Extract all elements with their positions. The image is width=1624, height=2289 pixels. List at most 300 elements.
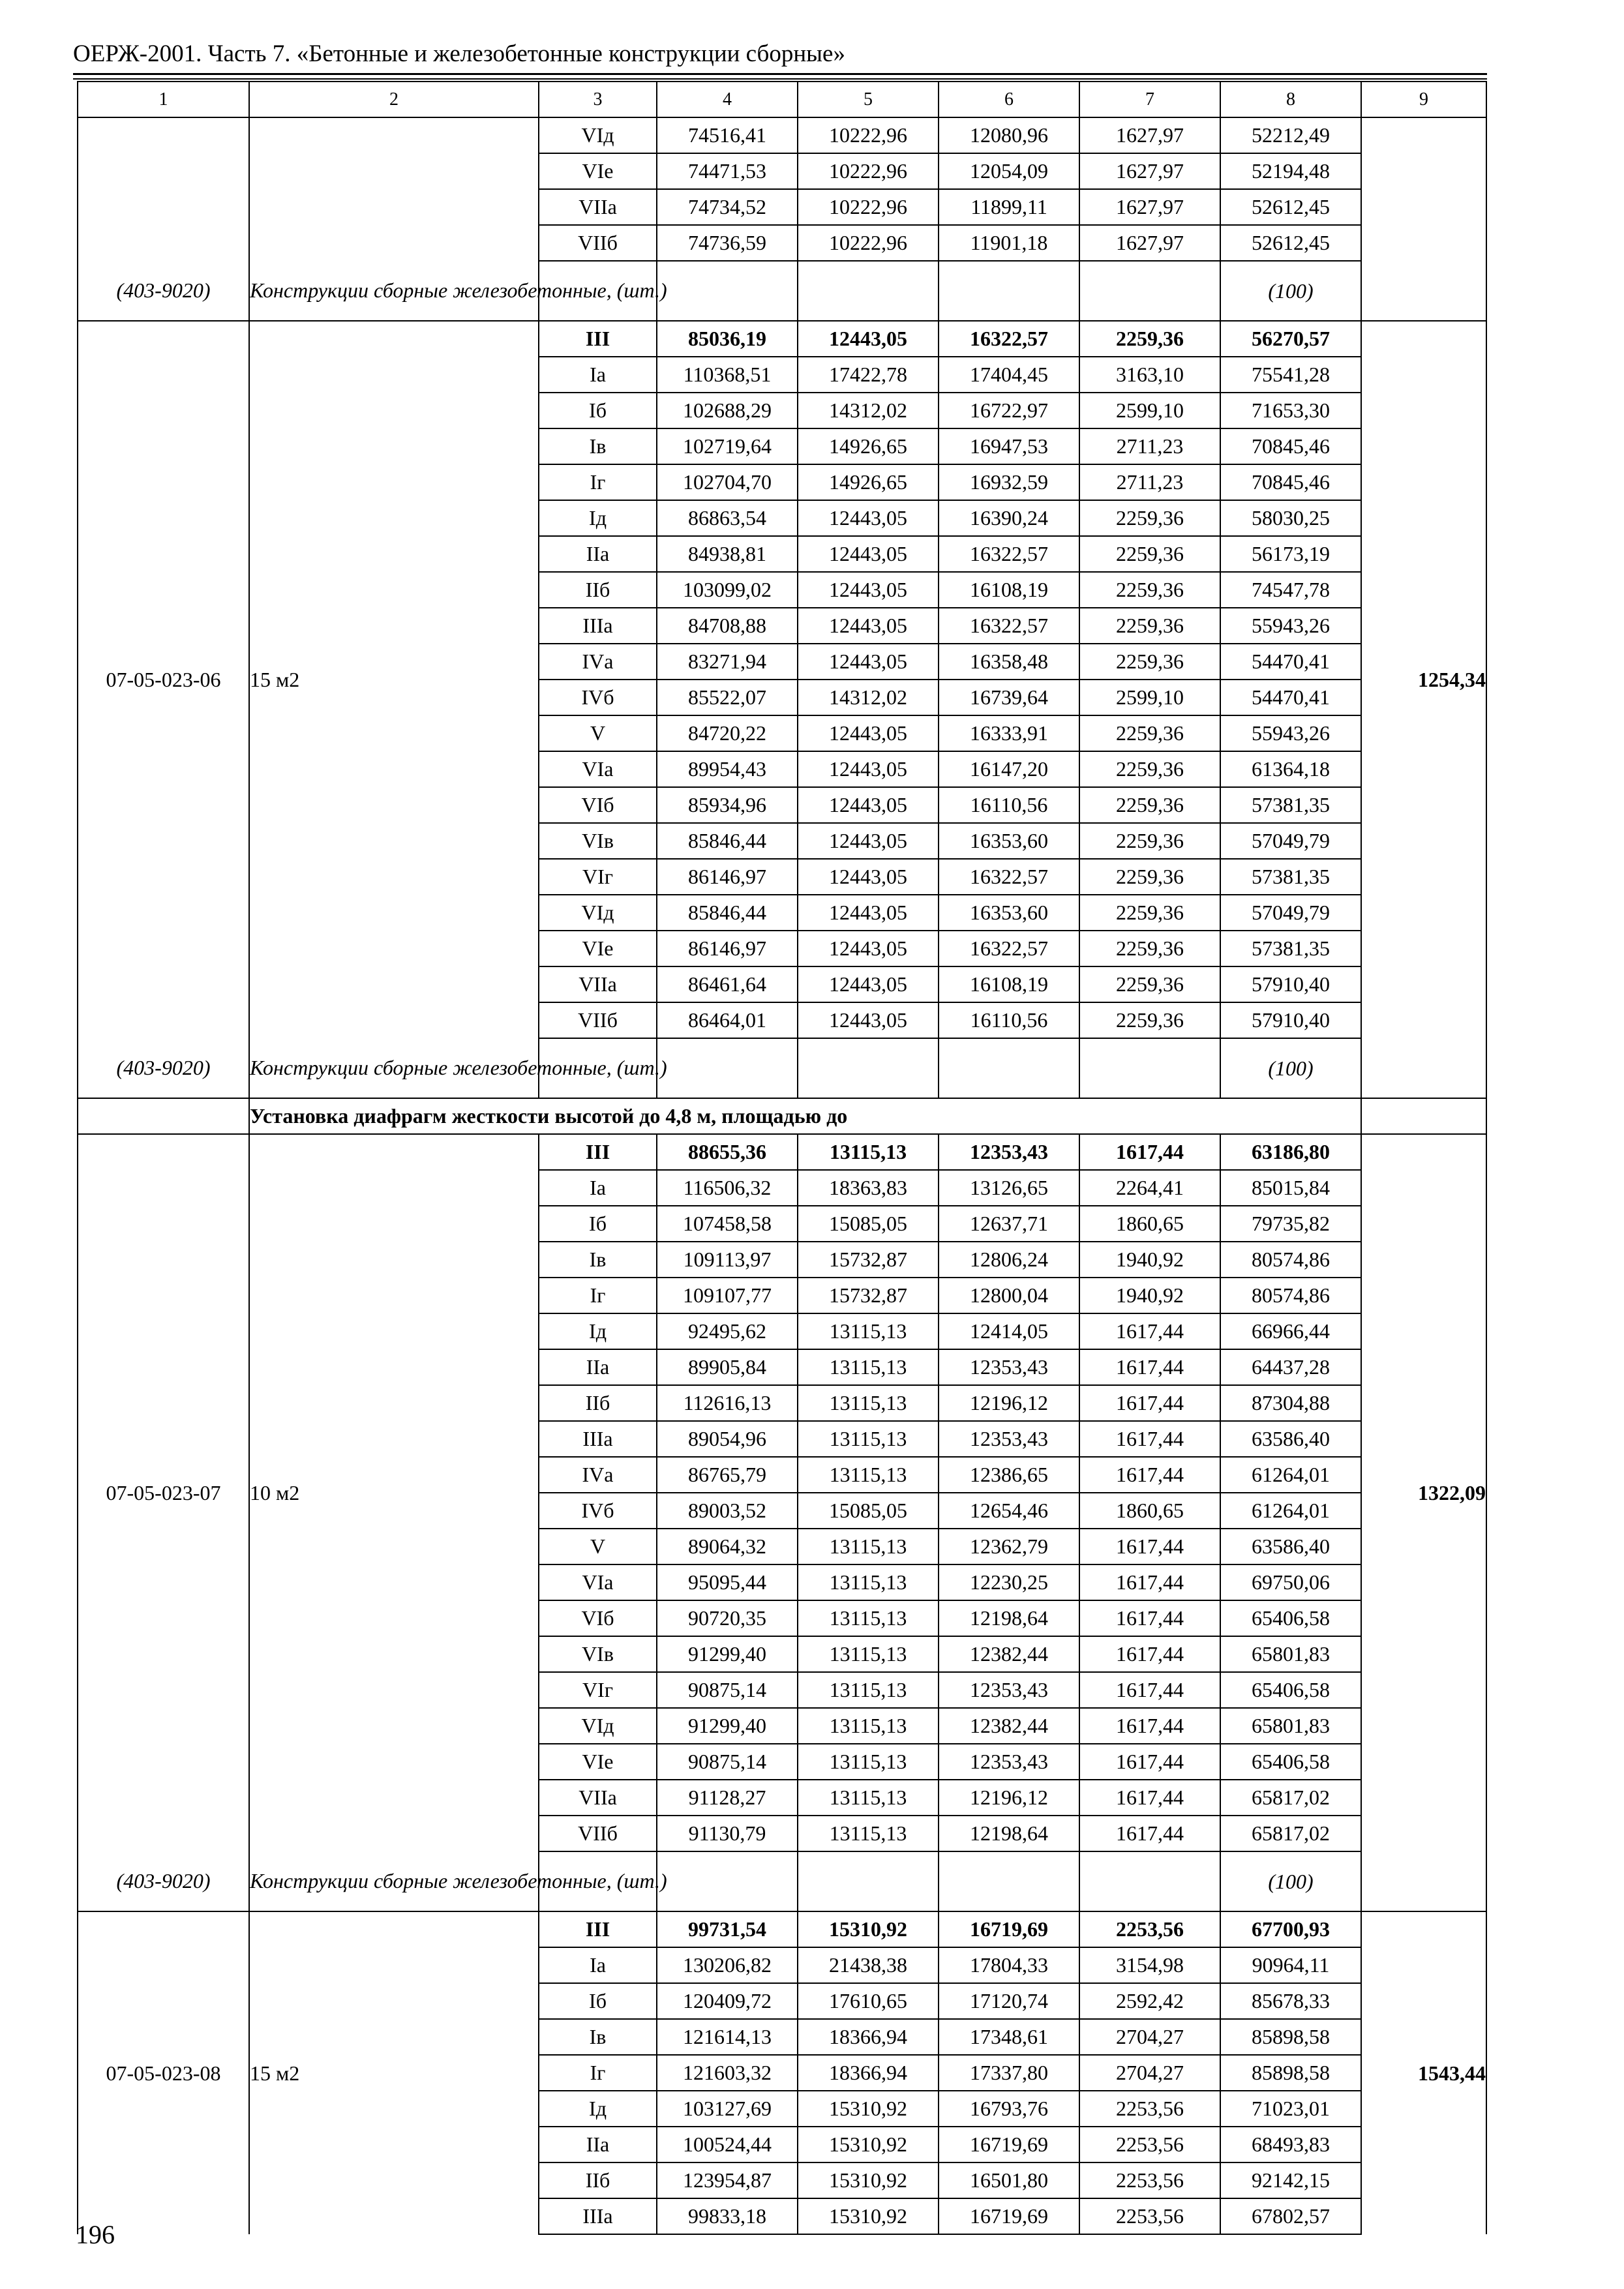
machines-cell: 16793,76 [939,2091,1079,2127]
resource-quantity: (100) [1220,261,1361,321]
machines-cell: 16110,56 [939,787,1079,823]
materials-cell: 79735,82 [1220,1206,1361,1242]
resource-code: (403-9020) [78,261,249,321]
materials-cell: 67700,93 [1220,1911,1361,1947]
rate-code: 07-05-023-07 [78,1134,249,1851]
driver-wages-cell: 1617,44 [1079,1564,1220,1600]
machines-cell: 16932,59 [939,464,1079,500]
machines-cell: 12654,46 [939,1493,1079,1529]
materials-cell: 64437,28 [1220,1349,1361,1385]
driver-wages-cell: 2259,36 [1079,895,1220,931]
column-number: 7 [1079,82,1220,117]
wages-cell: 12443,05 [798,536,939,572]
machines-cell: 16501,80 [939,2162,1079,2198]
driver-wages-cell: 2259,36 [1079,859,1220,895]
driver-wages-cell: 2704,27 [1079,2055,1220,2091]
materials-cell: 57049,79 [1220,823,1361,859]
zone-cell: IIб [539,572,657,608]
wages-cell: 12443,05 [798,966,939,1002]
materials-cell: 85015,84 [1220,1170,1361,1206]
materials-cell: 65406,58 [1220,1744,1361,1780]
direct-cost-cell: 86146,97 [657,931,798,966]
direct-cost-cell: 89954,43 [657,751,798,787]
direct-cost-cell: 89905,84 [657,1349,798,1385]
wages-cell: 12443,05 [798,1002,939,1038]
zone-cell: Iд [539,500,657,536]
wages-cell: 10222,96 [798,189,939,225]
direct-cost-cell: 89054,96 [657,1421,798,1457]
zone-cell: III [539,1134,657,1170]
machines-cell: 16739,64 [939,680,1079,715]
zone-cell: V [539,715,657,751]
rate-code: 07-05-023-08 [78,1911,249,2234]
materials-cell: 57381,35 [1220,931,1361,966]
wages-cell: 13115,13 [798,1636,939,1672]
driver-wages-cell: 1617,44 [1079,1708,1220,1744]
machines-cell: 11899,11 [939,189,1079,225]
machines-cell: 16108,19 [939,966,1079,1002]
direct-cost-cell: 91299,40 [657,1708,798,1744]
materials-cell: 67802,57 [1220,2198,1361,2234]
wages-cell: 12443,05 [798,644,939,680]
wages-cell: 17610,65 [798,1983,939,2019]
wages-cell: 13115,13 [798,1708,939,1744]
wages-cell: 17422,78 [798,357,939,393]
column-number: 8 [1220,82,1361,117]
machines-cell: 12414,05 [939,1313,1079,1349]
resource-row [78,261,1486,321]
empty-cell [798,1851,939,1911]
wages-cell: 13115,13 [798,1421,939,1457]
column-number: 5 [798,82,939,117]
materials-cell: 52212,49 [1220,117,1361,153]
machines-cell: 16322,57 [939,931,1079,966]
wages-cell: 13115,13 [798,1780,939,1816]
machines-cell: 16147,20 [939,751,1079,787]
materials-cell: 61364,18 [1220,751,1361,787]
zone-cell: IVа [539,644,657,680]
materials-cell: 56173,19 [1220,536,1361,572]
materials-cell: 57049,79 [1220,895,1361,931]
direct-cost-cell: 84938,81 [657,536,798,572]
direct-cost-cell: 86863,54 [657,500,798,536]
driver-wages-cell: 1617,44 [1079,1744,1220,1780]
materials-cell: 87304,88 [1220,1385,1361,1421]
direct-cost-cell: 130206,82 [657,1947,798,1983]
materials-cell: 54470,41 [1220,644,1361,680]
zone-cell: III [539,321,657,357]
wages-cell: 10222,96 [798,225,939,261]
materials-cell: 57910,40 [1220,1002,1361,1038]
cost-blank [1361,117,1486,261]
wages-cell: 14312,02 [798,680,939,715]
materials-cell: 92142,15 [1220,2162,1361,2198]
direct-cost-cell: 84708,88 [657,608,798,644]
materials-cell: 65817,02 [1220,1816,1361,1851]
zone-cell: Iг [539,464,657,500]
direct-cost-cell: 91299,40 [657,1636,798,1672]
machines-cell: 17120,74 [939,1983,1079,2019]
machines-cell: 16390,24 [939,500,1079,536]
empty-cell [657,1038,798,1098]
wages-cell: 10222,96 [798,153,939,189]
driver-wages-cell: 2599,10 [1079,680,1220,715]
direct-cost-cell: 85846,44 [657,823,798,859]
driver-wages-cell: 1617,44 [1079,1385,1220,1421]
cost-blank [1361,1038,1486,1098]
zone-cell: VIIб [539,1002,657,1038]
zone-cell: VIг [539,1672,657,1708]
machines-cell: 12353,43 [939,1349,1079,1385]
machines-cell: 12382,44 [939,1708,1079,1744]
wages-cell: 13115,13 [798,1385,939,1421]
materials-cell: 80574,86 [1220,1242,1361,1278]
machines-cell: 17404,45 [939,357,1079,393]
direct-cost-cell: 74734,52 [657,189,798,225]
zone-cell: Iв [539,2019,657,2055]
resource-code: (403-9020) [78,1038,249,1098]
materials-cell: 70845,46 [1220,464,1361,500]
materials-cell: 85678,33 [1220,1983,1361,2019]
driver-wages-cell: 1860,65 [1079,1206,1220,1242]
wages-cell: 12443,05 [798,500,939,536]
wages-cell: 12443,05 [798,787,939,823]
materials-cell: 75541,28 [1220,357,1361,393]
driver-wages-cell: 2259,36 [1079,931,1220,966]
direct-cost-cell: 91130,79 [657,1816,798,1851]
driver-wages-cell: 2259,36 [1079,608,1220,644]
direct-cost-cell: 86765,79 [657,1457,798,1493]
materials-cell: 80574,86 [1220,1278,1361,1313]
empty-cell [1079,1038,1220,1098]
materials-cell: 56270,57 [1220,321,1361,357]
machines-cell: 16719,69 [939,2127,1079,2162]
cost-blank [1361,261,1486,321]
driver-wages-cell: 1627,97 [1079,117,1220,153]
zone-cell: Iа [539,1947,657,1983]
direct-cost-cell: 109113,97 [657,1242,798,1278]
driver-wages-cell: 2253,56 [1079,2198,1220,2234]
machines-cell: 16110,56 [939,1002,1079,1038]
direct-cost-cell: 74516,41 [657,117,798,153]
page-header: ОЕРЖ-2001. Часть 7. «Бетонные и железобетонные конструкции сборные» [73,40,845,67]
direct-cost-cell: 83271,94 [657,644,798,680]
resource-name: Конструкции сборные железобетонные, (шт.) [249,1851,539,1911]
materials-cell: 52612,45 [1220,225,1361,261]
materials-cell: 58030,25 [1220,500,1361,536]
rate-cost: 1322,09 [1361,1134,1486,1851]
direct-cost-cell: 85934,96 [657,787,798,823]
zone-cell: VIIа [539,966,657,1002]
materials-cell: 65801,83 [1220,1636,1361,1672]
machines-cell: 16322,57 [939,321,1079,357]
machines-cell: 12196,12 [939,1780,1079,1816]
zone-cell: IIб [539,1385,657,1421]
column-number: 4 [657,82,798,117]
machines-cell: 12054,09 [939,153,1079,189]
machines-cell: 16322,57 [939,608,1079,644]
wages-cell: 12443,05 [798,572,939,608]
materials-cell: 68493,83 [1220,2127,1361,2162]
page-number: 196 [76,2220,115,2249]
wages-cell: 18363,83 [798,1170,939,1206]
wages-cell: 12443,05 [798,895,939,931]
zone-cell: Iа [539,1170,657,1206]
wages-cell: 13115,13 [798,1134,939,1170]
machines-cell: 12353,43 [939,1421,1079,1457]
wages-cell: 12443,05 [798,608,939,644]
materials-cell: 63186,80 [1220,1134,1361,1170]
zone-cell: Iв [539,428,657,464]
machines-cell: 12198,64 [939,1600,1079,1636]
zone-cell: Iа [539,357,657,393]
rate-cost: 1543,44 [1361,1911,1486,2234]
zone-cell: Iб [539,1206,657,1242]
driver-wages-cell: 2259,36 [1079,787,1220,823]
direct-cost-cell: 112616,13 [657,1385,798,1421]
zone-cell: VIе [539,1744,657,1780]
machines-cell: 16722,97 [939,393,1079,428]
direct-cost-cell: 86146,97 [657,859,798,895]
materials-cell: 65817,02 [1220,1780,1361,1816]
materials-cell: 71653,30 [1220,393,1361,428]
cost-blank [1361,1851,1486,1911]
direct-cost-cell: 88655,36 [657,1134,798,1170]
zone-cell: Iд [539,2091,657,2127]
resource-row [78,1851,1486,1911]
driver-wages-cell: 2253,56 [1079,1911,1220,1947]
column-number: 9 [1361,82,1486,117]
direct-cost-cell: 102704,70 [657,464,798,500]
zone-cell: VIе [539,153,657,189]
zone-cell: IIа [539,2127,657,2162]
machines-cell: 12353,43 [939,1744,1079,1780]
empty-cell [939,1851,1079,1911]
driver-wages-cell: 1617,44 [1079,1672,1220,1708]
zone-cell: IVб [539,680,657,715]
direct-cost-cell: 85522,07 [657,680,798,715]
machines-cell: 17804,33 [939,1947,1079,1983]
wages-cell: 13115,13 [798,1600,939,1636]
machines-cell: 12382,44 [939,1636,1079,1672]
resource-quantity: (100) [1220,1038,1361,1098]
column-number: 3 [539,82,657,117]
materials-cell: 71023,01 [1220,2091,1361,2127]
wages-cell: 13115,13 [798,1349,939,1385]
wages-cell: 14926,65 [798,464,939,500]
driver-wages-cell: 2253,56 [1079,2127,1220,2162]
machines-cell: 16358,48 [939,644,1079,680]
rate-main-row [78,1911,1486,1947]
direct-cost-cell: 90875,14 [657,1672,798,1708]
direct-cost-cell: 92495,62 [657,1313,798,1349]
driver-wages-cell: 2259,36 [1079,966,1220,1002]
wages-cell: 18366,94 [798,2055,939,2091]
wages-cell: 13115,13 [798,1564,939,1600]
machines-cell: 16322,57 [939,536,1079,572]
driver-wages-cell: 1617,44 [1079,1600,1220,1636]
rate-unit: 10 м2 [249,1134,539,1851]
driver-wages-cell: 2259,36 [1079,536,1220,572]
column-number-row [78,82,1486,117]
machines-cell: 13126,65 [939,1170,1079,1206]
machines-cell: 17337,80 [939,2055,1079,2091]
materials-cell: 52612,45 [1220,189,1361,225]
rates-table [77,81,1487,2235]
wages-cell: 12443,05 [798,931,939,966]
column-number: 1 [78,82,249,117]
driver-wages-cell: 2259,36 [1079,644,1220,680]
machines-cell: 11901,18 [939,225,1079,261]
driver-wages-cell: 2259,36 [1079,572,1220,608]
driver-wages-cell: 2711,23 [1079,428,1220,464]
driver-wages-cell: 1627,97 [1079,153,1220,189]
empty-cell [657,1851,798,1911]
machines-cell: 16353,60 [939,895,1079,931]
zone-cell: VIIа [539,1780,657,1816]
direct-cost-cell: 89064,32 [657,1529,798,1564]
zone-cell: VIIб [539,225,657,261]
direct-cost-cell: 86464,01 [657,1002,798,1038]
zone-cell: VIв [539,823,657,859]
direct-cost-cell: 116506,32 [657,1170,798,1206]
header-rule [73,78,1487,80]
direct-cost-cell: 107458,58 [657,1206,798,1242]
materials-cell: 57381,35 [1220,787,1361,823]
driver-wages-cell: 1627,97 [1079,225,1220,261]
zone-cell: IIIа [539,1421,657,1457]
empty-cell [1079,1851,1220,1911]
direct-cost-cell: 103099,02 [657,572,798,608]
direct-cost-cell: 120409,72 [657,1983,798,2019]
direct-cost-cell: 90720,35 [657,1600,798,1636]
rates-table-body [78,82,1486,2234]
machines-cell: 16108,19 [939,572,1079,608]
wages-cell: 12443,05 [798,859,939,895]
wages-cell: 15310,92 [798,2127,939,2162]
direct-cost-cell: 109107,77 [657,1278,798,1313]
zone-cell: V [539,1529,657,1564]
materials-cell: 55943,26 [1220,715,1361,751]
driver-wages-cell: 2259,36 [1079,823,1220,859]
machines-cell: 16947,53 [939,428,1079,464]
wages-cell: 13115,13 [798,1672,939,1708]
driver-wages-cell: 2592,42 [1079,1983,1220,2019]
zone-cell: VIд [539,1708,657,1744]
direct-cost-cell: 99731,54 [657,1911,798,1947]
materials-cell: 65801,83 [1220,1708,1361,1744]
direct-cost-cell: 100524,44 [657,2127,798,2162]
zone-cell: IVб [539,1493,657,1529]
wages-cell: 12443,05 [798,823,939,859]
resource-code: (403-9020) [78,1851,249,1911]
driver-wages-cell: 1617,44 [1079,1349,1220,1385]
driver-wages-cell: 1940,92 [1079,1278,1220,1313]
empty-cell [798,261,939,321]
zone-cell: VIг [539,859,657,895]
column-number: 6 [939,82,1079,117]
zone-cell: Iб [539,1983,657,2019]
machines-cell: 16353,60 [939,823,1079,859]
machines-cell: 12080,96 [939,117,1079,153]
wages-cell: 12443,05 [798,321,939,357]
driver-wages-cell: 2599,10 [1079,393,1220,428]
wages-cell: 15732,87 [798,1278,939,1313]
resource-name: Конструкции сборные железобетонные, (шт.) [249,261,539,321]
wages-cell: 15310,92 [798,2162,939,2198]
direct-cost-cell: 99833,18 [657,2198,798,2234]
zone-cell: IIа [539,536,657,572]
materials-cell: 65406,58 [1220,1672,1361,1708]
machines-cell: 12353,43 [939,1672,1079,1708]
driver-wages-cell: 2264,41 [1079,1170,1220,1206]
wages-cell: 10222,96 [798,117,939,153]
direct-cost-cell: 91128,27 [657,1780,798,1816]
zone-cell: VIIб [539,1816,657,1851]
wages-cell: 15310,92 [798,2091,939,2127]
rate-cost: 1254,34 [1361,321,1486,1038]
materials-cell: 74547,78 [1220,572,1361,608]
group-title-row [78,1098,1486,1134]
machines-cell: 12637,71 [939,1206,1079,1242]
zone-row [78,117,1486,153]
driver-wages-cell: 1617,44 [1079,1816,1220,1851]
materials-cell: 61264,01 [1220,1493,1361,1529]
wages-cell: 21438,38 [798,1947,939,1983]
wages-cell: 13115,13 [798,1457,939,1493]
wages-cell: 13115,13 [798,1529,939,1564]
machines-cell: 12362,79 [939,1529,1079,1564]
zone-cell: VIа [539,1564,657,1600]
materials-cell: 57381,35 [1220,859,1361,895]
driver-wages-cell: 1617,44 [1079,1134,1220,1170]
zone-cell: Iг [539,1278,657,1313]
machines-cell: 17348,61 [939,2019,1079,2055]
direct-cost-cell: 86461,64 [657,966,798,1002]
machines-cell: 12196,12 [939,1385,1079,1421]
machines-cell: 16719,69 [939,1911,1079,1947]
group-title-code-blank [78,1098,249,1134]
zone-cell: VIIа [539,189,657,225]
rate-main-row [78,321,1486,357]
rate-unit: 15 м2 [249,321,539,1038]
resource-name: Конструкции сборные железобетонные, (шт.) [249,1038,539,1098]
wages-cell: 13115,13 [798,1744,939,1780]
machines-cell: 12230,25 [939,1564,1079,1600]
zone-cell: IIIа [539,608,657,644]
materials-cell: 85898,58 [1220,2055,1361,2091]
driver-wages-cell: 1617,44 [1079,1421,1220,1457]
empty-cell [939,261,1079,321]
machines-cell: 12800,04 [939,1278,1079,1313]
resource-quantity: (100) [1220,1851,1361,1911]
wages-cell: 18366,94 [798,2019,939,2055]
zone-cell: IVа [539,1457,657,1493]
rate-code: 07-05-023-06 [78,321,249,1038]
driver-wages-cell: 2259,36 [1079,1002,1220,1038]
zone-cell: IIб [539,2162,657,2198]
direct-cost-cell: 85036,19 [657,321,798,357]
machines-cell: 12353,43 [939,1134,1079,1170]
driver-wages-cell: 2259,36 [1079,321,1220,357]
machines-cell: 16719,69 [939,2198,1079,2234]
materials-cell: 66966,44 [1220,1313,1361,1349]
zone-cell: IIIа [539,2198,657,2234]
direct-cost-cell: 74471,53 [657,153,798,189]
materials-cell: 65406,58 [1220,1600,1361,1636]
zone-cell: VIе [539,931,657,966]
materials-cell: 63586,40 [1220,1421,1361,1457]
